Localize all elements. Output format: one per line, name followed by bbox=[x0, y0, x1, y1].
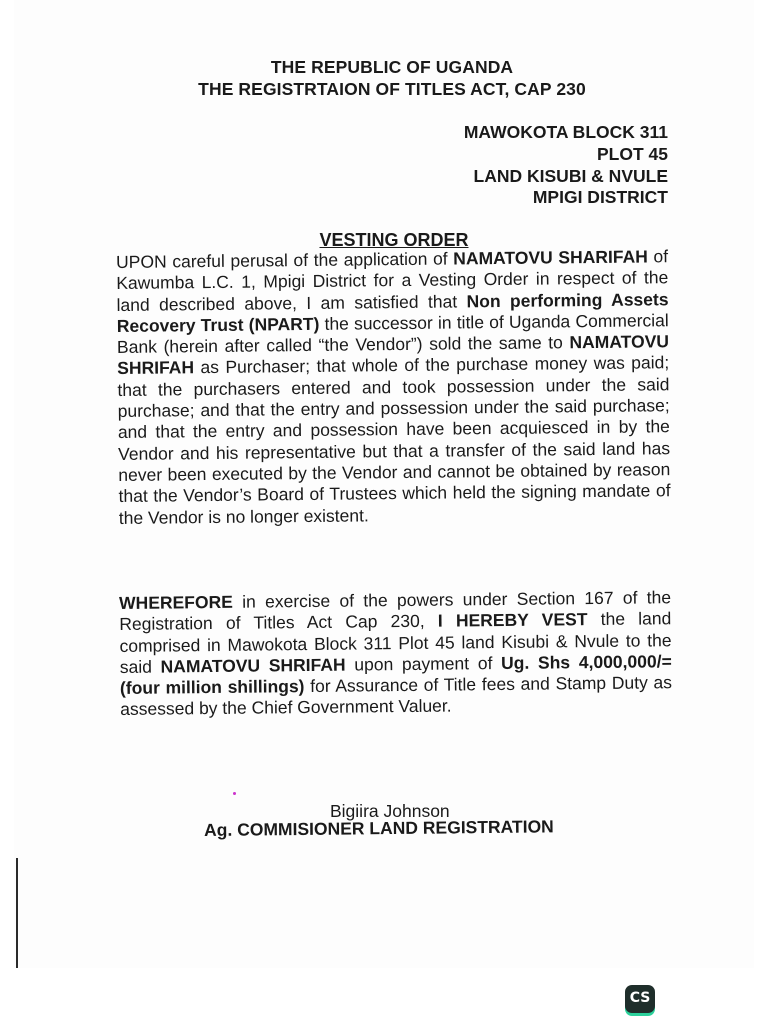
vest-keyword: I HEREBY VEST bbox=[437, 609, 588, 631]
camscanner-logo-icon[interactable]: CS bbox=[625, 985, 655, 1013]
scan-edge-line bbox=[16, 858, 18, 970]
land-block: MAWOKOTA BLOCK 311 bbox=[463, 122, 668, 142]
order-text-3: upon payment of bbox=[345, 652, 502, 675]
document-title: VESTING ORDER bbox=[319, 230, 469, 250]
header-act: THE REGISTRTAION OF TITLES ACT, CAP 230 bbox=[198, 79, 586, 99]
vendor-name: Non performing Assets Recovery Trust (NPART) bbox=[116, 288, 669, 336]
recital-text-1: UPON careful perusal of the application of bbox=[116, 248, 454, 272]
vestee-name: NAMATOVU SHRIFAH bbox=[160, 654, 346, 677]
signatory-title: Ag. COMMISIONER LAND REGISTRATION bbox=[204, 816, 554, 840]
signatory-name: Bigiira Johnson bbox=[330, 801, 450, 821]
order-text-2: the land comprised in Mawokota Block 311 Plot 45 land Kisubi & Nvule to the said bbox=[119, 608, 672, 677]
recital-text-4: as Purchaser; that whole of the purchase money was paid; that the purchasers entered and took possession under the said purchase; and that the entry and possession under the said purchase; and that the entry and possession have been acquiesced in by the Vendor and his representative but that a transfer of the said land has never been executed by the Vendor and cannot be obtained by reason that the Vendor’s Board of Trustees which held the signing mandate of the Vendor is no longer existent. bbox=[117, 352, 671, 528]
land-location: LAND KISUBI & NVULE bbox=[473, 166, 668, 186]
order-text-4: for Assurance of Title fees and Stamp Duty as assessed by the Chief Government Valuer. bbox=[120, 672, 673, 720]
order-text-1: in exercise of the powers under Section 167 of the Registration of Titles Act Cap 230, bbox=[119, 587, 672, 635]
wherefore-keyword: WHEREFORE bbox=[119, 591, 233, 613]
purchaser-name: NAMATOVU SHRIFAH bbox=[117, 331, 670, 379]
header-republic: THE REPUBLIC OF UGANDA bbox=[270, 57, 514, 77]
recital-text-3: the successor in title of Uganda Commercial Bank (herein after called “the Vendor”) sold the same to bbox=[116, 310, 669, 358]
land-plot: PLOT 45 bbox=[597, 144, 668, 164]
recital-paragraph bbox=[116, 246, 671, 529]
order-paragraph bbox=[119, 587, 672, 721]
ink-dot bbox=[233, 792, 236, 795]
recital-text-2: of Kawumba L.C. 1, Mpigi District for a Vesting Order in respect of the land described above, I am satisfied that bbox=[116, 246, 669, 315]
land-district: MPIGI DISTRICT bbox=[532, 187, 668, 207]
applicant-name: NAMATOVU SHARIFAH bbox=[453, 246, 648, 269]
fee-amount: Ug. Shs 4,000,000/= (four million shillings) bbox=[119, 651, 672, 699]
